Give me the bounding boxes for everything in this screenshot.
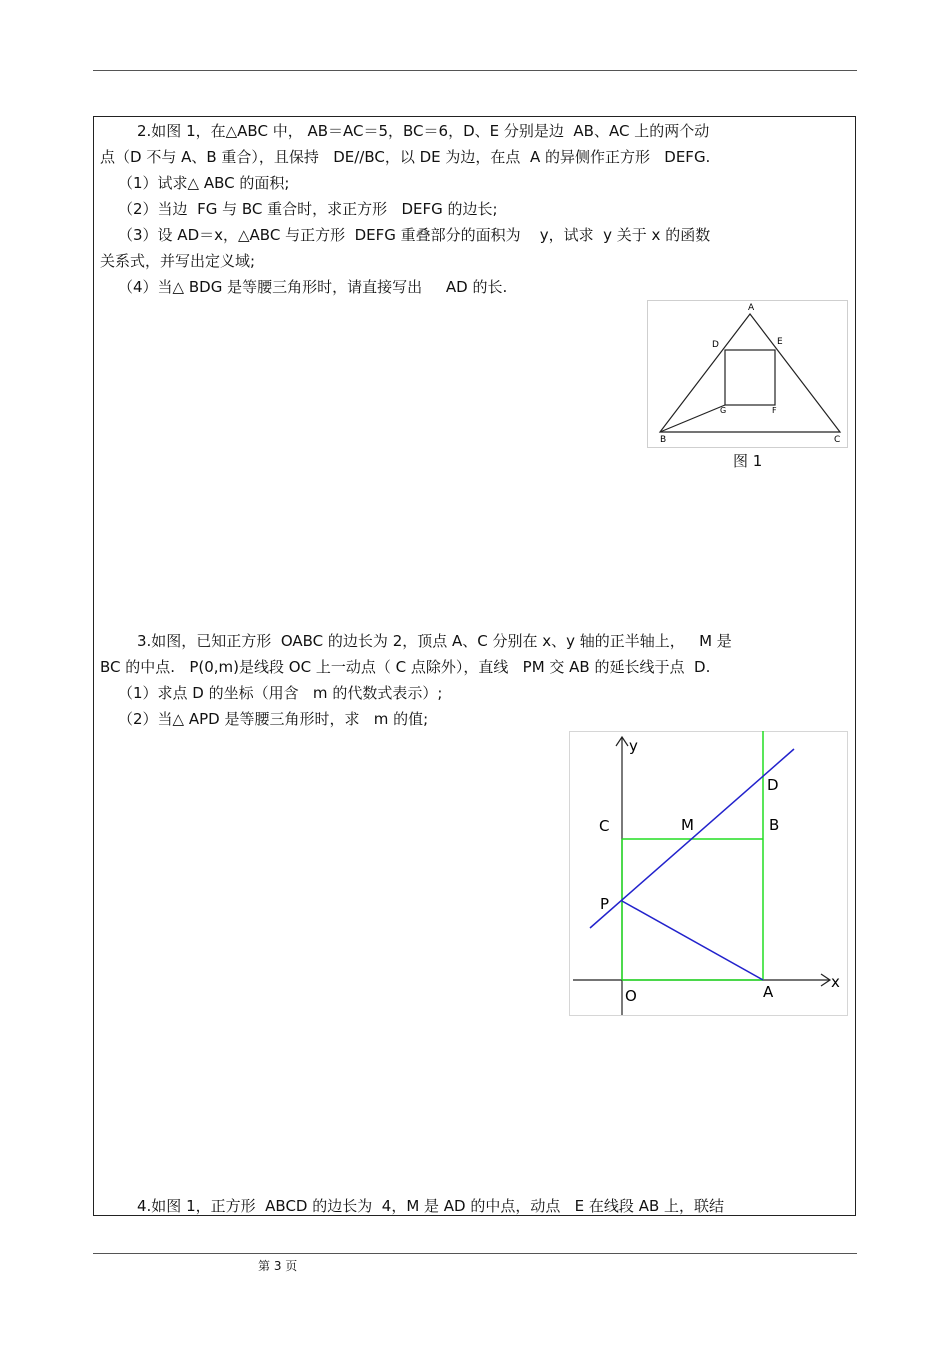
problem3-line-1: 3.如图，已知正方形 OABC 的边长为 2，顶点 A、C 分别在 x、y 轴的正半轴上， M 是 [137, 632, 732, 650]
label-x: x [831, 973, 840, 991]
problem4-line-1: 4.如图 1，正方形 ABCD 的边长为 4，M 是 AD 的中点，动点 E 在线段 AB 上，联结 [137, 1197, 725, 1215]
label-y: y [629, 737, 638, 755]
figure-coordinate-square [569, 731, 848, 1016]
figure-1-caption: 图 1 [733, 452, 763, 470]
label-b: B [769, 816, 780, 834]
problem2-question-3: （3）设 AD＝x，△ABC 与正方形 DEFG 重叠部分的面积为 y，试求 y 关于 x 的函数 [118, 226, 711, 244]
label-p: P [600, 895, 610, 913]
problem2-line-1: 2.如图 1，在△ABC 中， AB＝AC＝5，BC＝6，D、E 分别是边 AB、AC 上的两个动 [137, 122, 710, 140]
label-a: A [748, 303, 755, 313]
footer-rule [93, 1253, 857, 1254]
label-c: C [599, 817, 610, 835]
page-number: 第 3 页 [258, 1259, 298, 1273]
problem2-question-2: （2）当边 FG 与 BC 重合时，求正方形 DEFG 的边长; [118, 200, 498, 218]
label-b: B [660, 435, 667, 445]
problem2-question-3-cont: 关系式，并写出定义域; [100, 252, 256, 270]
problem3-line-2: BC 的中点. P(0,m)是线段 OC 上一动点（ C 点除外），直线 PM 交 AB 的延长线于点 D. [100, 658, 711, 676]
problem3-question-2: （2）当△ APD 是等腰三角形时，求 m 的值; [118, 710, 429, 728]
label-f: F [772, 406, 777, 415]
problem3-question-1: （1）求点 D 的坐标（用含 m 的代数式表示）; [118, 684, 443, 702]
label-o: O [625, 987, 637, 1005]
figure-1-triangle [647, 300, 848, 448]
problem2-question-1: （1）试求△ ABC 的面积; [118, 174, 290, 192]
label-a: A [763, 983, 774, 1001]
header-rule [93, 70, 857, 71]
label-e: E [777, 337, 783, 347]
label-g: G [720, 406, 727, 415]
label-c: C [834, 435, 841, 445]
problem2-line-2: 点（D 不与 A、B 重合），且保持 DE//BC，以 DE 为边，在点 A 的异侧作正方形 DEFG. [100, 148, 711, 166]
problem2-question-4: （4）当△ BDG 是等腰三角形时，请直接写出 AD 的长. [118, 278, 508, 296]
label-d: D [712, 340, 719, 350]
label-m: M [681, 816, 694, 834]
label-d: D [767, 776, 779, 794]
